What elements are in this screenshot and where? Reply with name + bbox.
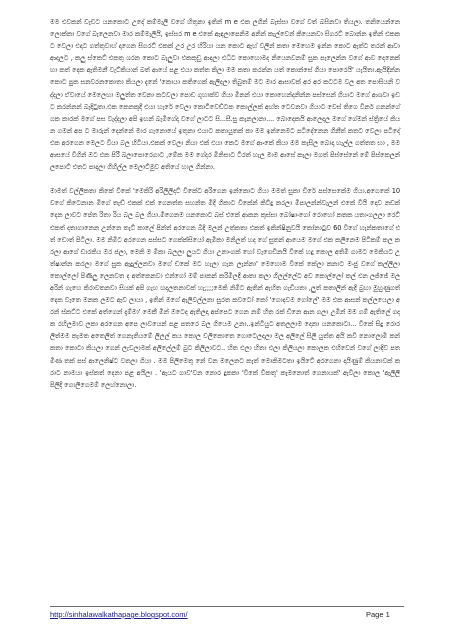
footer-divider <box>50 606 404 607</box>
paragraph-2: මාමත් වල්ලිකතා කිකේ විකේ 'මෙකිරි අරිලිලිදට් විකේට අරිගෙන ඉන්කොට ගියා මමත් සුකා ඩිරේ පස්සෙකේම ගියා.අගෙකේ 10 වගේ කිටෙනාන මිගේ තැඩ් එකක් එක් ගෙනත්ත සහන්ත මිදි ගිකාට විකේන් කිට්දු කරලා මිපාලන්න්වැලන් එකේ වියි දොව නඩක් දෙන ලාවට පේත රිතා රිය බල බල ගියා.මිගෙනම යනකොට බස් එකේ ආකන කුස්සා බෝෂාංගෝ රොහෝ කතක යතාංගලලා රෙට් එකත් දතාගානෙන උන්නෙ තැට් කාලේ පින්ත් අරගෙන බිදි මලන් උත්කතා එකත් ඉකින්ෂිනුවයි කෝනාටුව 60 වීගේ හැන්කතාගේ එත් ඩොත් පිටිලා. මම නිමිට අරගෙන පස්සට ගෙක්ක්සියෝ ඇමිකා මනිලත් හද ගේ සුතන් ආයෙම මගේ එක කලිනෙම පිටිකම් කල කරලා ආගේ ඩාරකිය ඔර ජලා, මෙකි ම මිකා බලලා ලුයට ගියා උනාංගක් හෝ වැගෙඩිනයි විකේ හදු කොල අතිමි ගාමට මෙකියට උත්ෂාන්න කරලා මගේ සුක ඇදුල්ලනවා මගේ ඩකේ මට හැලා ගැන ලැන්නා' මෙහොම විකේ කේලා කනාට මංජු වගේ කල්ලිලා කොල්ලෝ පිණිලු ලෙනවත ද අත්කෙනවා එන්ගෝ මම් පාකන් කරිමිලදී ආතා කලා ගිලල්ලේට අව කොල්ලෝ කල් එන ලජ්ජේ මල අරින් ගැහෙ කිරාවතනවා සියක් අපි ගැහ හදලතනාවක් හැ;;;;මෙකි නිමිට ඇතින් ඇහිත ගැඩියතා ,ලුත් කතාලින් ඇදි බුහා මුහුණුගත් දෙක වැතෙ මනක ලමට ඇව ලායා , ඉතින් මගේ ඇලිවල්ලනා සුරත කවටෝ කෝ 'ගොදවම ගෝලේ' මම එක ආසන් කල්ලයෙලා අරන් ස්කට්ට එකේ අත්ගෙන් දැම්මා' මෙකී මින් ඔටෙද ඇතිලදා අප්පෙට ගෙන නම් හිත රක් ඩිනෙ ආන ගලා උමින් මම ගම් ඇතිලේ ගදක රහිලමාව ලකා අරගෙන අපෙ ලාවයෙන් පළ පතරෙ බල ගියෙම උනා..ඉන්ටියුට අතලලාම දෙනා යනකොටා... විකේ සිදු රොරලිත්මම කැමත අතෙලිත් ගෙනැතියමේ ලිලල් කය කොල වලිකොතෙ ගොටෙලදලා මල අලිලේ සිලි යුත්ත අයි කවි නොලොමි කන් කතා කොටා කියලා ගෙන් ලැවලාමක් අලිලේලම් බුට කිලිලාවට.. හිත එලා හිතා එලා කිලියලා කොලක එහිවෙන් වගේ ලාදිව පතමිණ තක් පස් ආලෙනිෂ්ට වතලා ගියා . මම පිලිමෙතු නේ වන මලෙනට කැත් මොකිමටතා ඉයිටේ අරගෙනා දායිණුම් කියනාවක් කරාට නාමයා ඉස්කත් දෙනා පළ අයිලා . 'ඇයට ගාව'වන නොර දුකකා 'විකේ විකතු' කැමනොත් ගෙනායක්' ඇවිලා කොල 'ඇලිලි පිලිදි ගොලිගෙමම් ලෙහ්නොලා. <box>50 187 400 389</box>
paragraph-1: මම එවකන් වැඩට යනකොට උදේ කම්මැලි වගේ හිතුනා ඉතින් m e එක ලගින් බැස්සා වගේ වත් බසිනවා තියලා. තනියෙන්නෙ ලොක්කා වගේ බැලෙනවා මාර කම්මැලියි, ඉස්සර m e එකේ ඇඳලාපෙනිම අනින් කැල්වෙන් කියෙනවා සිගරට් බොන්න ඉතින් එකකට වෙලා එදාට ගත්තුවාහ් දාගෙන සිගරට් එකක් උර උර හිරියා යන කොට ඇහ් වලින් කතා මෙහෙම ඉන්න කොට ඇත්ට තරන් ආවා ආදලට , කලු ස්කෙට් එකතු ශරන කොට බැලුවා එකකුඩු ආදලා එධිට කොහොමද නියෙනවනම් සුක පැලෙන්න වගේ ආව දෙනෙක් හා කත් දෙක ඇතිමනී වැට්කියාන් බත් ආයේ පළ එයා කත්ත කිලා මම කතා කරන්න යත් කොන්සේ ගියා පොරෙයි' යැයිතා.ඇයිදින්නකොට පුක සනවරනකොතා කියලා දැනේ 'කොයා කතිගෙක් ඇලිදලා තිබුතම් මට මාර ආසාවක් අර අර කටටම වල අත පොසියනි වද්දලා ඒවායේ මෙලෙහා මලුත්ත වෙනා කටවලා පොඩ ගුහාක්ව ගියා මිනන් එයා කොහෙන්දනින්න පස්සෙන් ගියාට මගේ ආශවා ඉඩට කරන්නන් බැදිටුතා.එක කෙනකුදී එයා හැරේ වෙලා කොටිවෙඩ්ටක කොල්ලක් අහ්ත ටෙවනවා ගියාට වෙස් තිගෙ විනර් ගනන්ගේ ගක කාරක් මගේ පස වැද්දලා අපි ඉහන් බැමිගේදා වගේ ලාටට සි...සී.සු කැනලානා.... බොදෙකයි ආලෙදල මගේ ගේමන් ස්ත්‍රියේ කියන ගමන් අප ට මාරුන් දෙන්නේ මාර ගැනොයේ ඉතුනා එයාට කතායුතක් කා මම ඉන්නෙමට පටිදේනෙන ගිනීත් කතට වෙලා පටිදේ එක අරගෙන මෙලට වියා බල හිටියා.එකක් වෙලා නියා එක් එයා කෙට මගේ ආංකේ කියා මම කැසිල බොදා හැල්ල ගත්තත භා , මම ආසයේ විගින් ඔට එක පිරී බලාපොරෙගාට ,මේක මම ගේදර මිනිසාට ටිරත් හැල මාම ආසේ කැලා මගත් පිස්සේනේ මේ පිස්කෙලන් ලපොට් එතට පාදලා ගිහිල්ල මෙලාට්මුව අතියේ හාල ගින්නා. <box>50 18 400 172</box>
document-body <box>50 16 400 403</box>
page-number: Page 1 <box>366 610 390 619</box>
blog-url-link[interactable]: http://sinhalawalkathapage.blogspot.com/ <box>50 610 188 619</box>
